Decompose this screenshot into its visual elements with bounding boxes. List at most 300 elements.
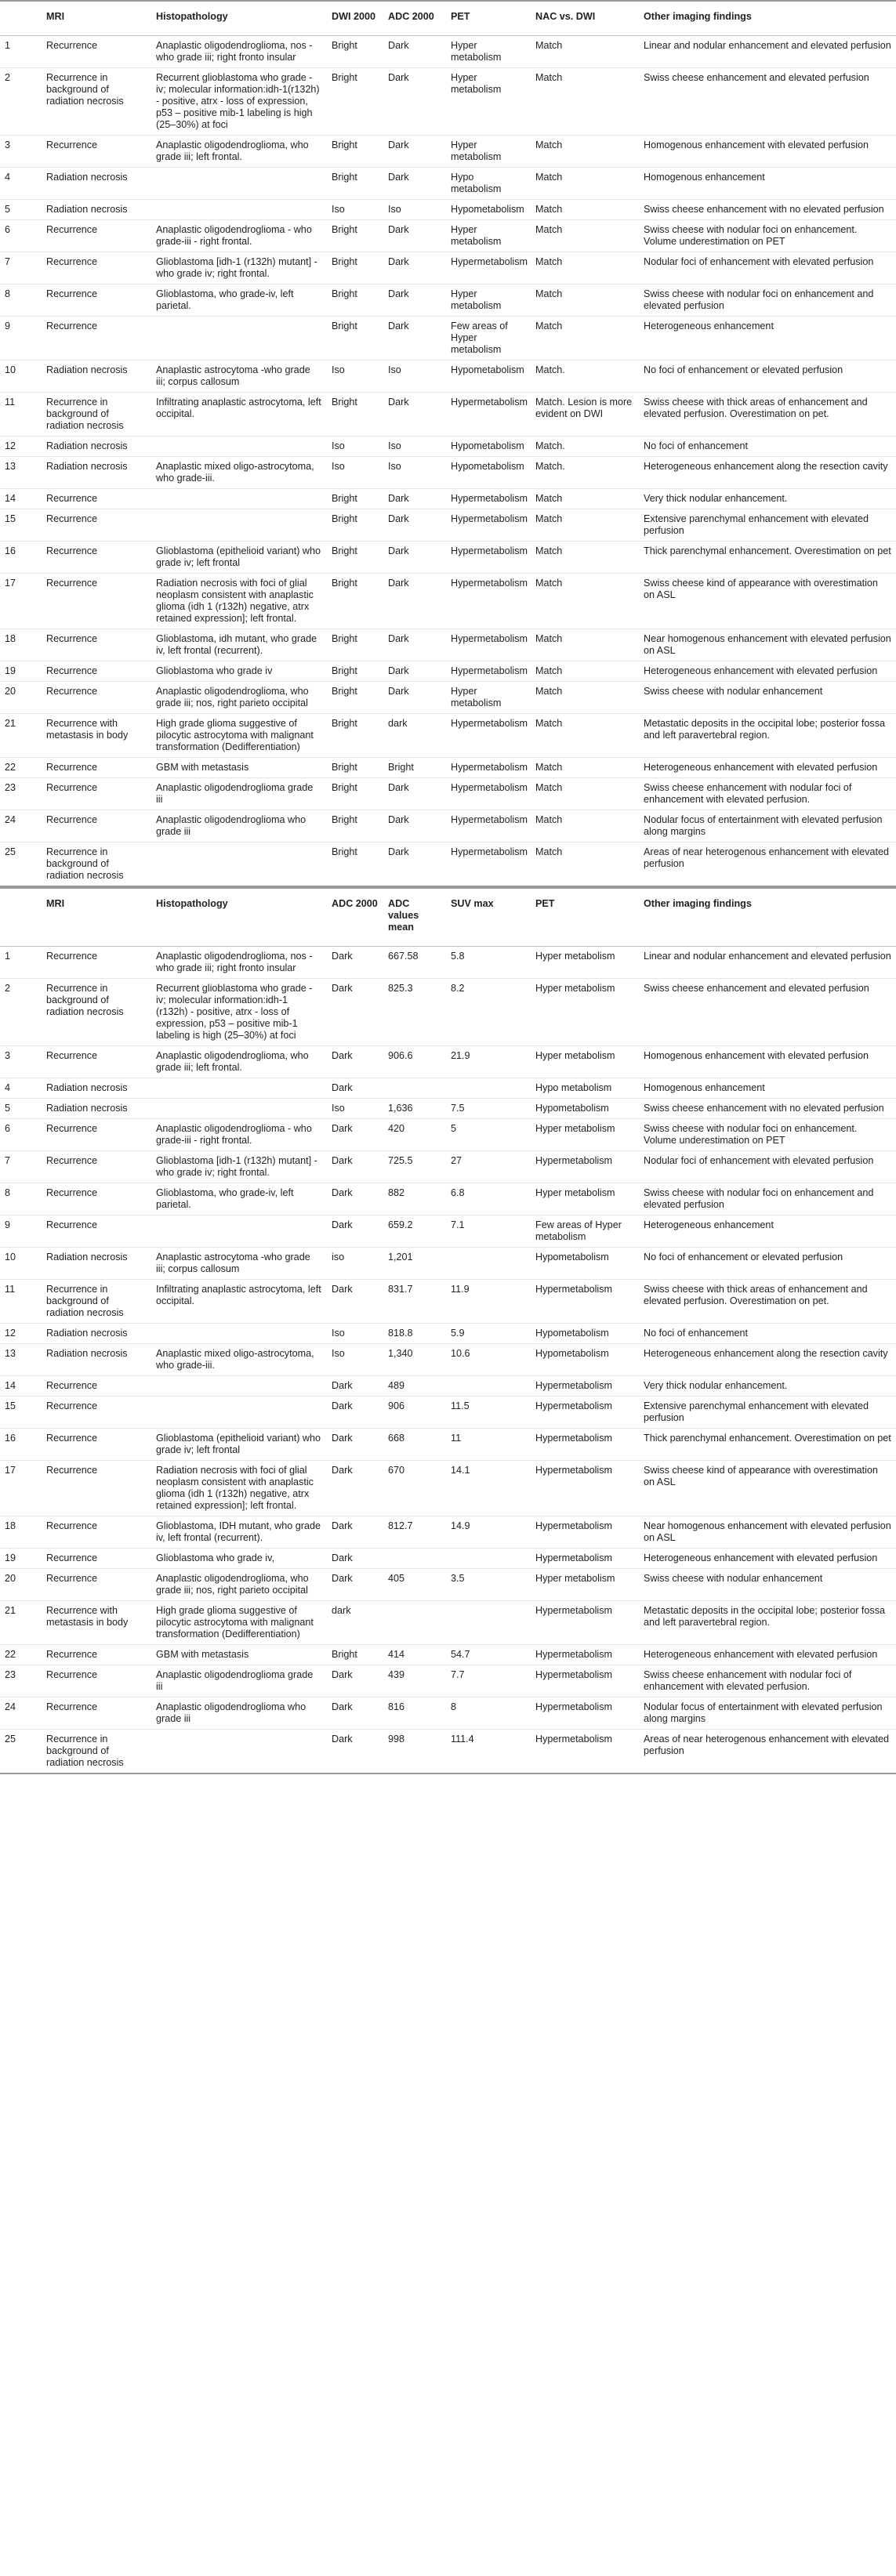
table-cell: Metastatic deposits in the occipital lobe; posterior fossa and left paravertebral region. — [639, 714, 896, 758]
table-cell: Dark — [327, 1549, 383, 1569]
table-cell: Hypermetabolism — [446, 778, 531, 810]
table-cell: Match — [531, 758, 639, 778]
table-cell: Bright — [327, 758, 383, 778]
table-cell: Glioblastoma (epithelioid variant) who grade iv; left frontal — [151, 542, 327, 574]
table-cell: Anaplastic oligodendroglioma grade iii — [151, 1665, 327, 1697]
table-cell: Hypermetabolism — [446, 393, 531, 437]
table-cell — [151, 1324, 327, 1344]
table-cell: 420 — [383, 1119, 446, 1151]
table-cell: 8 — [0, 284, 42, 317]
table-row — [0, 1099, 896, 1119]
table-cell: Recurrence — [42, 1461, 151, 1516]
table-cell: No foci of enhancement or elevated perfusion — [639, 1248, 896, 1280]
table-row — [0, 1151, 896, 1183]
table-cell: Recurrence — [42, 1397, 151, 1429]
table1-header-row — [0, 1, 896, 36]
table-cell: Hypometabolism — [446, 437, 531, 457]
table-cell: 17 — [0, 574, 42, 629]
table-cell: Match — [531, 200, 639, 220]
table-cell: Anaplastic oligodendroglioma, nos - who grade iii; right fronto insular — [151, 36, 327, 68]
table-cell — [151, 1078, 327, 1099]
table-cell: Match — [531, 542, 639, 574]
table-cell: Dark — [383, 393, 446, 437]
table-row — [0, 252, 896, 284]
table-cell: Anaplastic mixed oligo-astrocytoma, who grade-iii. — [151, 457, 327, 489]
table-cell: Anaplastic oligodendroglioma who grade iii — [151, 1697, 327, 1730]
table-cell: 15 — [0, 509, 42, 542]
table-cell: Hypermetabolism — [446, 661, 531, 682]
table-cell: Radiation necrosis — [42, 457, 151, 489]
table-cell: Hypermetabolism — [531, 1376, 639, 1397]
table-cell: 17 — [0, 1461, 42, 1516]
table-cell: Iso — [383, 360, 446, 393]
table-cell: Swiss cheese enhancement with no elevated perfusion — [639, 1099, 896, 1119]
table-cell: iso — [327, 1248, 383, 1280]
table-cell: Heterogeneous enhancement — [639, 1216, 896, 1248]
table-row — [0, 1324, 896, 1344]
table-cell: Recurrence — [42, 1046, 151, 1078]
table-cell: Recurrence in background of radiation necrosis — [42, 1280, 151, 1324]
table-cell: Recurrence — [42, 810, 151, 842]
table-cell: Hyper metabolism — [446, 220, 531, 252]
table-cell: Nodular foci of enhancement with elevated perfusion — [639, 252, 896, 284]
table-row — [0, 778, 896, 810]
table-row — [0, 1078, 896, 1099]
table-cell: 6 — [0, 1119, 42, 1151]
table-cell: Few areas of Hyper metabolism — [446, 317, 531, 360]
table-cell: 668 — [383, 1429, 446, 1461]
table-cell: 667.58 — [383, 947, 446, 979]
table-row — [0, 979, 896, 1046]
table-cell: Iso — [327, 1324, 383, 1344]
table-cell: Recurrence — [42, 1569, 151, 1601]
table-cell: Match — [531, 317, 639, 360]
table-cell — [151, 1730, 327, 1774]
table-cell: 8.2 — [446, 979, 531, 1046]
table-cell: GBM with metastasis — [151, 758, 327, 778]
table-cell: 1 — [0, 36, 42, 68]
table-cell: Glioblastoma, IDH mutant, who grade iv, left frontal (recurrent). — [151, 1516, 327, 1549]
table-cell: Radiation necrosis — [42, 200, 151, 220]
table-cell: Hypermetabolism — [446, 542, 531, 574]
table-cell: Hypermetabolism — [446, 509, 531, 542]
table-cell: Radiation necrosis — [42, 168, 151, 200]
table-cell: Glioblastoma, who grade-iv, left parietal. — [151, 284, 327, 317]
table2-header-cell: MRI — [42, 888, 151, 947]
table-cell: 7 — [0, 252, 42, 284]
table-cell: Recurrence — [42, 1119, 151, 1151]
table-cell: Recurrence — [42, 1216, 151, 1248]
table-row — [0, 136, 896, 168]
table-row — [0, 393, 896, 437]
table-cell: Bright — [327, 284, 383, 317]
table-cell: Heterogeneous enhancement along the resection cavity — [639, 1344, 896, 1376]
table-cell: Swiss cheese with thick areas of enhancement and elevated perfusion. Overestimation on pet. — [639, 393, 896, 437]
table-cell: Anaplastic oligodendroglioma grade iii — [151, 778, 327, 810]
table-cell: 21.9 — [446, 1046, 531, 1078]
table-cell: Recurrent glioblastoma who grade -iv; molecular information:idh-1(r132h) - positive, atrx - loss of expression, p53 – positive mib-1 labeling is high (25–30%) at foci — [151, 68, 327, 136]
table-cell: Infiltrating anaplastic astrocytoma, left occipital. — [151, 393, 327, 437]
table-cell: Hypermetabolism — [446, 810, 531, 842]
table-row — [0, 810, 896, 842]
table-cell: Thick parenchymal enhancement. Overestimation on pet — [639, 1429, 896, 1461]
table-cell: Dark — [327, 1280, 383, 1324]
table1-header-cell: Other imaging findings — [639, 1, 896, 36]
table-cell: GBM with metastasis — [151, 1645, 327, 1665]
table-cell — [151, 489, 327, 509]
table-cell: Nodular focus of entertainment with elevated perfusion along margins — [639, 810, 896, 842]
table-cell: Recurrence — [42, 629, 151, 661]
table-cell: Anaplastic oligodendroglioma, nos - who grade iii; right fronto insular — [151, 947, 327, 979]
table-row — [0, 1344, 896, 1376]
table-cell: 18 — [0, 629, 42, 661]
table-cell: 405 — [383, 1569, 446, 1601]
table-cell: Swiss cheese with nodular foci on enhancement. Volume underestimation on PET — [639, 220, 896, 252]
table-cell: Hypermetabolism — [531, 1151, 639, 1183]
table-cell: Dark — [383, 661, 446, 682]
table-cell: Recurrence — [42, 661, 151, 682]
table-cell — [446, 1601, 531, 1645]
table-cell — [151, 317, 327, 360]
table-cell: Glioblastoma [idh-1 (r132h) mutant] - who grade iv; right frontal. — [151, 1151, 327, 1183]
table-cell: Match — [531, 36, 639, 68]
table-cell: Match — [531, 574, 639, 629]
table-row — [0, 661, 896, 682]
table-cell: Dark — [327, 1078, 383, 1099]
table1-header-cell: MRI — [42, 1, 151, 36]
table-cell: Hypermetabolism — [446, 574, 531, 629]
table-cell: Radiation necrosis with foci of glial neoplasm consistent with anaplastic glioma (idh 1 (r132h) negative, atrx retained expression]; left frontal. — [151, 574, 327, 629]
table-cell: Recurrence in background of radiation necrosis — [42, 1730, 151, 1774]
table-cell: Dark — [383, 252, 446, 284]
table-cell: 27 — [446, 1151, 531, 1183]
table-cell: Hyper metabolism — [446, 284, 531, 317]
table-cell: Bright — [327, 574, 383, 629]
table-cell: Dark — [327, 1461, 383, 1516]
table-cell: High grade glioma suggestive of pilocytic astrocytoma with malignant transformation (Dedifferentiation) — [151, 714, 327, 758]
table-cell: 7 — [0, 1151, 42, 1183]
table1-header-cell: DWI 2000 — [327, 1, 383, 36]
table-cell: 1,636 — [383, 1099, 446, 1119]
table-row — [0, 489, 896, 509]
table-cell: Hypometabolism — [446, 457, 531, 489]
table-cell: Areas of near heterogenous enhancement with elevated perfusion — [639, 1730, 896, 1774]
table-cell: Radiation necrosis — [42, 437, 151, 457]
table-cell: Iso — [327, 1344, 383, 1376]
table-cell — [151, 168, 327, 200]
table-cell: Hypometabolism — [446, 200, 531, 220]
table-cell: Bright — [327, 509, 383, 542]
table-cell: Hypermetabolism — [531, 1429, 639, 1461]
table-cell — [151, 1376, 327, 1397]
table-cell — [446, 1376, 531, 1397]
table-row — [0, 1569, 896, 1601]
table-cell: 111.4 — [446, 1730, 531, 1774]
table-cell: Very thick nodular enhancement. — [639, 489, 896, 509]
table-row — [0, 758, 896, 778]
table-cell: 23 — [0, 778, 42, 810]
table-cell: Heterogeneous enhancement along the resection cavity — [639, 457, 896, 489]
table-cell: Glioblastoma who grade iv — [151, 661, 327, 682]
table-cell: Heterogeneous enhancement with elevated perfusion — [639, 1645, 896, 1665]
table-cell: 8 — [0, 1183, 42, 1216]
table-cell: 1 — [0, 947, 42, 979]
table-cell: 818.8 — [383, 1324, 446, 1344]
table-cell: Glioblastoma, idh mutant, who grade iv, left frontal (recurrent). — [151, 629, 327, 661]
table-cell: Dark — [383, 489, 446, 509]
table-cell: Dark — [383, 778, 446, 810]
table-cell: Swiss cheese with nodular foci on enhancement and elevated perfusion — [639, 284, 896, 317]
table-cell: Dark — [327, 947, 383, 979]
table-cell: Iso — [327, 1099, 383, 1119]
table-cell: 13 — [0, 1344, 42, 1376]
table-row — [0, 1697, 896, 1730]
table-cell: Hypermetabolism — [531, 1280, 639, 1324]
table-cell: No foci of enhancement — [639, 1324, 896, 1344]
table-cell: 21 — [0, 1601, 42, 1645]
table2-header-row — [0, 888, 896, 947]
table-cell: Hypo metabolism — [446, 168, 531, 200]
table-row — [0, 1601, 896, 1645]
table-cell: 15 — [0, 1397, 42, 1429]
table-cell: Iso — [327, 437, 383, 457]
table-cell: Swiss cheese with nodular enhancement — [639, 1569, 896, 1601]
table-cell: Nodular foci of enhancement with elevated perfusion — [639, 1151, 896, 1183]
table-cell: 5 — [0, 200, 42, 220]
table-row — [0, 36, 896, 68]
table-cell: Glioblastoma [idh-1 (r132h) mutant] - who grade iv; right frontal. — [151, 252, 327, 284]
table-cell: 19 — [0, 661, 42, 682]
table1-header-cell: Histopathology — [151, 1, 327, 36]
table-cell — [151, 437, 327, 457]
table-cell: Recurrence — [42, 284, 151, 317]
table2-header-cell: PET — [531, 888, 639, 947]
table-row — [0, 168, 896, 200]
table-cell: Match — [531, 629, 639, 661]
table-cell: Recurrence with metastasis in body — [42, 714, 151, 758]
table-row — [0, 284, 896, 317]
table-row — [0, 437, 896, 457]
table-cell: 7.1 — [446, 1216, 531, 1248]
table-cell: 11 — [0, 393, 42, 437]
table-cell: Swiss cheese kind of appearance with overestimation on ASL — [639, 574, 896, 629]
table-cell: Heterogeneous enhancement with elevated perfusion — [639, 1549, 896, 1569]
table-row — [0, 1046, 896, 1078]
table-cell: 23 — [0, 1665, 42, 1697]
table-cell: Hypometabolism — [531, 1099, 639, 1119]
table-cell: Anaplastic mixed oligo-astrocytoma, who grade-iii. — [151, 1344, 327, 1376]
table-cell: 5.8 — [446, 947, 531, 979]
table-cell: Anaplastic oligodendroglioma who grade iii — [151, 810, 327, 842]
table-cell: Extensive parenchymal enhancement with elevated perfusion — [639, 509, 896, 542]
table1-header-cell — [0, 1, 42, 36]
table-cell: Anaplastic oligodendroglioma, who grade iii; left frontal. — [151, 136, 327, 168]
table-cell: Recurrence in background of radiation necrosis — [42, 979, 151, 1046]
table-cell: Match. — [531, 457, 639, 489]
table-cell: 831.7 — [383, 1280, 446, 1324]
table-cell: Dark — [383, 629, 446, 661]
table-cell: 4 — [0, 1078, 42, 1099]
table-cell: Recurrence — [42, 1151, 151, 1183]
table-cell: Hyper metabolism — [531, 1183, 639, 1216]
table-row — [0, 1461, 896, 1516]
table-cell: Recurrence — [42, 1645, 151, 1665]
table-row — [0, 1549, 896, 1569]
table-row — [0, 200, 896, 220]
table-cell: Swiss cheese kind of appearance with overestimation on ASL — [639, 1461, 896, 1516]
table-cell: Iso — [383, 437, 446, 457]
table-cell: Near homogenous enhancement with elevated perfusion on ASL — [639, 1516, 896, 1549]
table-cell: Dark — [383, 810, 446, 842]
table-cell: 21 — [0, 714, 42, 758]
table-cell: Extensive parenchymal enhancement with elevated perfusion — [639, 1397, 896, 1429]
table-cell: 14 — [0, 1376, 42, 1397]
table-cell: Bright — [327, 36, 383, 68]
table-cell: Recurrence — [42, 1516, 151, 1549]
table-cell: Dark — [327, 1376, 383, 1397]
table2-header-cell: ADC values mean — [383, 888, 446, 947]
table-cell: 5 — [0, 1099, 42, 1119]
table-cell: Dark — [327, 1697, 383, 1730]
table-cell: Hypermetabolism — [446, 842, 531, 887]
table-cell: 7.5 — [446, 1099, 531, 1119]
table-row — [0, 1665, 896, 1697]
table2-body — [0, 947, 896, 1774]
table-cell: Dark — [327, 1569, 383, 1601]
table-cell: Near homogenous enhancement with elevated perfusion on ASL — [639, 629, 896, 661]
table-cell: Recurrence — [42, 220, 151, 252]
table-cell: Bright — [383, 758, 446, 778]
table-cell: Match. — [531, 360, 639, 393]
table-cell: Hypo metabolism — [531, 1078, 639, 1099]
table-cell: Bright — [327, 1645, 383, 1665]
table-cell: Recurrence — [42, 758, 151, 778]
table-cell: 19 — [0, 1549, 42, 1569]
table-cell: Glioblastoma (epithelioid variant) who grade iv; left frontal — [151, 1429, 327, 1461]
table-row — [0, 220, 896, 252]
table-cell: 4 — [0, 168, 42, 200]
table-cell: Glioblastoma who grade iv, — [151, 1549, 327, 1569]
table-cell: 54.7 — [446, 1645, 531, 1665]
table-cell: Radiation necrosis — [42, 1078, 151, 1099]
table-cell: Hyper metabolism — [531, 1046, 639, 1078]
table-dwi-pet — [0, 0, 896, 887]
table-row — [0, 629, 896, 661]
table-cell: Dark — [327, 1183, 383, 1216]
table-cell: Metastatic deposits in the occipital lobe; posterior fossa and left paravertebral region. — [639, 1601, 896, 1645]
table-cell: 10 — [0, 360, 42, 393]
table-cell: 3 — [0, 1046, 42, 1078]
table-cell: Recurrent glioblastoma who grade -iv; molecular information:idh-1 (r132h) - positive, atrx - loss of expression, p53 – positive mib-1 labeling is high (25–30%) at foci — [151, 979, 327, 1046]
table1-header-cell: ADC 2000 — [383, 1, 446, 36]
table-cell: Match — [531, 68, 639, 136]
table-cell: 825.3 — [383, 979, 446, 1046]
table-cell: Hyper metabolism — [446, 68, 531, 136]
table-cell: Dark — [383, 842, 446, 887]
table-cell: Dark — [383, 574, 446, 629]
table-cell: 11.9 — [446, 1280, 531, 1324]
table-cell: Iso — [327, 200, 383, 220]
table-cell: 22 — [0, 1645, 42, 1665]
table-cell: 14.1 — [446, 1461, 531, 1516]
table-cell: Radiation necrosis — [42, 1099, 151, 1119]
table-cell: Heterogeneous enhancement with elevated perfusion — [639, 661, 896, 682]
table-cell: Match — [531, 136, 639, 168]
table-cell: Anaplastic oligodendroglioma - who grade-iii - right frontal. — [151, 220, 327, 252]
table-cell: 20 — [0, 682, 42, 714]
table-cell: Recurrence — [42, 136, 151, 168]
table-cell: Hypermetabolism — [446, 758, 531, 778]
table-cell: 11 — [446, 1429, 531, 1461]
table-cell — [151, 1397, 327, 1429]
table-cell: Dark — [327, 1216, 383, 1248]
table-cell: Hypermetabolism — [446, 629, 531, 661]
table-cell: Very thick nodular enhancement. — [639, 1376, 896, 1397]
table-cell: 439 — [383, 1665, 446, 1697]
table-cell — [383, 1078, 446, 1099]
table-cell: No foci of enhancement — [639, 437, 896, 457]
table-row — [0, 714, 896, 758]
table-cell: Dark — [327, 1046, 383, 1078]
table-cell: Swiss cheese with nodular foci on enhancement. Volume underestimation on PET — [639, 1119, 896, 1151]
table-cell: Swiss cheese enhancement and elevated perfusion — [639, 979, 896, 1046]
table-cell: Radiation necrosis — [42, 1248, 151, 1280]
table-cell: Bright — [327, 714, 383, 758]
table-cell: 5.9 — [446, 1324, 531, 1344]
table-cell — [446, 1549, 531, 1569]
table-row — [0, 1248, 896, 1280]
table2-header-cell: ADC 2000 — [327, 888, 383, 947]
table-cell: Dark — [383, 220, 446, 252]
table-cell: Hypermetabolism — [531, 1601, 639, 1645]
table-cell: 25 — [0, 842, 42, 887]
table-cell: Hyper metabolism — [531, 979, 639, 1046]
table-cell: Hyper metabolism — [531, 947, 639, 979]
table-cell: Match — [531, 714, 639, 758]
table-cell: 14 — [0, 489, 42, 509]
table-cell: Recurrence in background of radiation necrosis — [42, 842, 151, 887]
table-row — [0, 360, 896, 393]
table-cell: Anaplastic oligodendroglioma, who grade iii; left frontal. — [151, 1046, 327, 1078]
table-cell: Bright — [327, 810, 383, 842]
table-cell: Hypermetabolism — [531, 1461, 639, 1516]
table-cell: Hyper metabolism — [531, 1569, 639, 1601]
table-row — [0, 842, 896, 887]
table-cell: 11.5 — [446, 1397, 531, 1429]
table-cell: Recurrence — [42, 682, 151, 714]
table-cell: 14.9 — [446, 1516, 531, 1549]
table-row — [0, 68, 896, 136]
table-cell: 9 — [0, 1216, 42, 1248]
table-cell: Glioblastoma, who grade-iv, left parietal. — [151, 1183, 327, 1216]
table-cell: Recurrence in background of radiation necrosis — [42, 68, 151, 136]
table-cell: Recurrence — [42, 1697, 151, 1730]
table-cell: 8 — [446, 1697, 531, 1730]
table-cell: Hypermetabolism — [531, 1697, 639, 1730]
table-cell: Dark — [327, 979, 383, 1046]
table-cell: 812.7 — [383, 1516, 446, 1549]
table-row — [0, 574, 896, 629]
table-cell: 816 — [383, 1697, 446, 1730]
table-cell: Hypometabolism — [531, 1344, 639, 1376]
table-cell: Bright — [327, 489, 383, 509]
table-cell: 2 — [0, 979, 42, 1046]
table-row — [0, 1216, 896, 1248]
table-cell: Match — [531, 661, 639, 682]
table-cell: Hypermetabolism — [531, 1549, 639, 1569]
table-cell: Bright — [327, 661, 383, 682]
table-cell: Linear and nodular enhancement and elevated perfusion — [639, 947, 896, 979]
